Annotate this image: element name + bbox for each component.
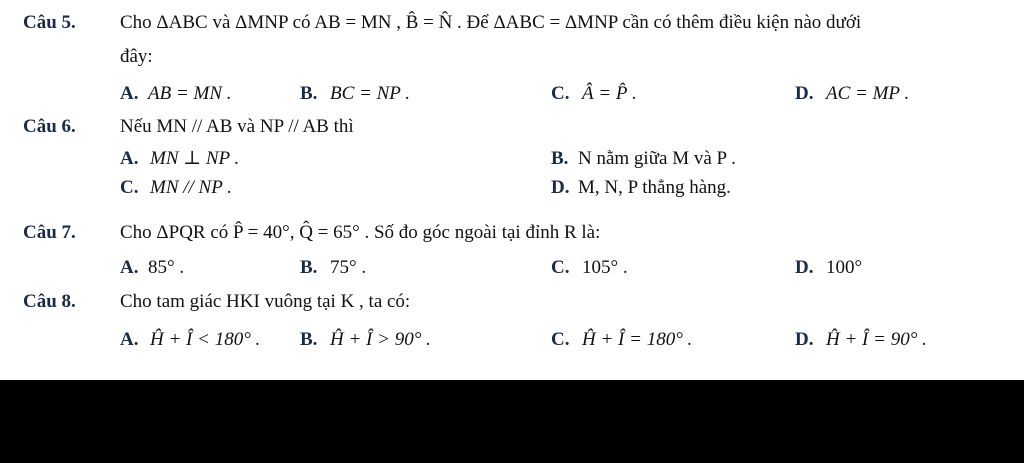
q7-option-c-text[interactable]: 105° .	[582, 257, 628, 278]
q8-option-b-letter[interactable]: B.	[300, 329, 318, 350]
question-8-number: Câu 8.	[23, 291, 76, 312]
q8-option-d-text[interactable]: Ĥ + Î = 90° .	[826, 329, 927, 350]
q7-option-b-text[interactable]: 75° .	[330, 257, 367, 278]
question-8-stem-line1: Cho tam giác HKI vuông tại K , ta có:	[120, 291, 411, 312]
q8-option-c-letter[interactable]: C.	[551, 329, 570, 350]
q6-option-c-letter[interactable]: C.	[120, 177, 139, 198]
q7-option-a-letter[interactable]: A.	[120, 257, 139, 278]
q8-option-a-text[interactable]: Ĥ + Î < 180° .	[150, 329, 261, 350]
question-6-stem-line1: Nếu MN // AB và NP // AB thì	[120, 116, 354, 137]
q5-option-d-letter[interactable]: D.	[795, 83, 814, 104]
question-7-number: Câu 7.	[23, 222, 76, 243]
q8-option-b-text[interactable]: Ĥ + Î > 90° .	[330, 329, 431, 350]
q5-option-d-text[interactable]: AC = MP .	[826, 83, 910, 104]
q6-option-d-text[interactable]: M, N, P thẳng hàng.	[578, 177, 731, 198]
q5-option-c-letter[interactable]: C.	[551, 83, 570, 104]
q6-option-a-letter[interactable]: A.	[120, 148, 139, 169]
q6-option-d-letter[interactable]: D.	[551, 177, 570, 198]
q6-option-b-letter[interactable]: B.	[551, 148, 569, 169]
q5-option-a-text[interactable]: AB = MN .	[148, 83, 232, 104]
question-5-stem-line2: đây:	[120, 46, 153, 67]
q6-option-b-text[interactable]: N nằm giữa M và P .	[578, 148, 736, 169]
q7-option-d-text[interactable]: 100°	[826, 257, 863, 278]
q6-option-c-text[interactable]: MN // NP .	[150, 177, 232, 198]
q7-option-c-letter[interactable]: C.	[551, 257, 570, 278]
q5-option-a-letter[interactable]: A.	[120, 83, 139, 104]
q8-option-d-letter[interactable]: D.	[795, 329, 814, 350]
q7-option-a-text[interactable]: 85° .	[148, 257, 185, 278]
q8-option-a-letter[interactable]: A.	[120, 329, 139, 350]
bottom-black-bar	[0, 380, 1024, 463]
q8-option-c-text[interactable]: Ĥ + Î = 180° .	[582, 329, 693, 350]
q7-option-b-letter[interactable]: B.	[300, 257, 318, 278]
q5-option-c-text[interactable]: Â = P̂ .	[582, 83, 637, 104]
q5-option-b-letter[interactable]: B.	[300, 83, 318, 104]
question-7-stem-line1: Cho ΔPQR có P̂ = 40°, Q̂ = 65° . Số đo góc ngoài tại đỉnh R là:	[120, 222, 601, 243]
q5-option-b-text[interactable]: BC = NP .	[330, 83, 411, 104]
question-5-stem-line1: Cho ΔABC và ΔMNP có AB = MN , B̂ = N̂ . Để ΔABC = ΔMNP cần có thêm điều kiện nào dưới	[120, 12, 862, 33]
question-5-number: Câu 5.	[23, 12, 76, 33]
q6-option-a-text[interactable]: MN ⊥ NP .	[150, 148, 240, 169]
question-6-number: Câu 6.	[23, 116, 76, 137]
q7-option-d-letter[interactable]: D.	[795, 257, 814, 278]
